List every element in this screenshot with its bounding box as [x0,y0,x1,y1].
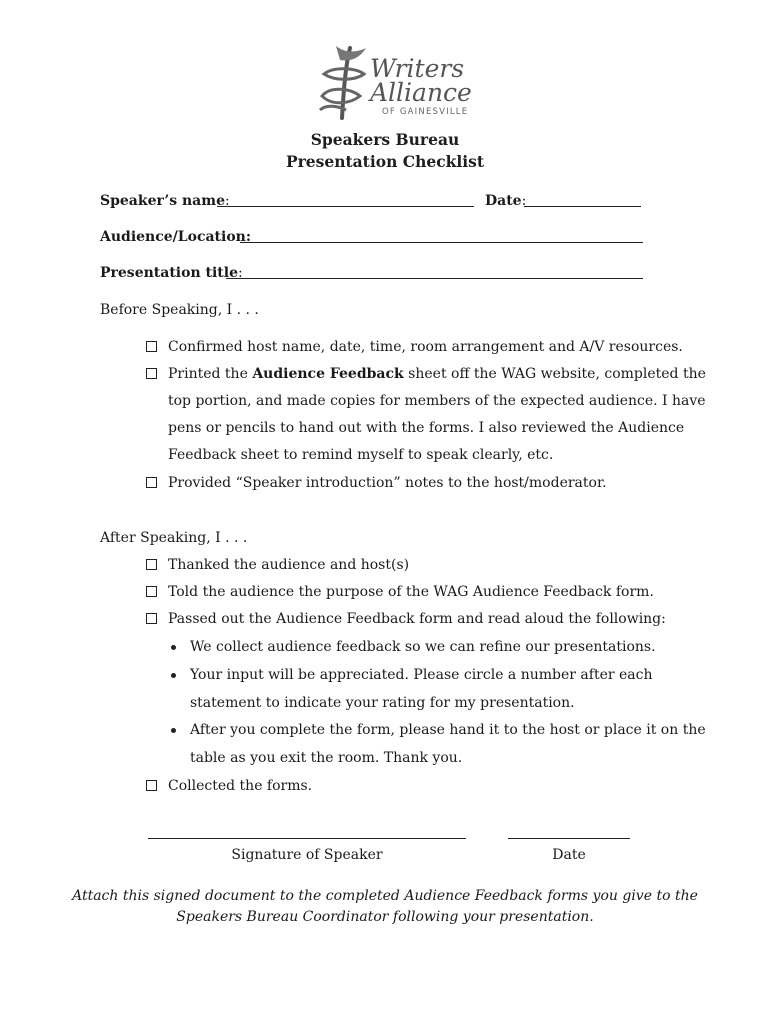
speaker-name-field[interactable] [217,206,474,207]
bullet-marker [171,645,176,650]
attach-note-line2: Speakers Bureau Coordinator following your presentation. [176,909,594,925]
checkbox-speaker-intro[interactable] [146,477,157,488]
presentation-title-label: Presentation title: [100,265,243,281]
page-title-line1: Speakers Bureau [310,130,460,149]
signature-date-line[interactable] [508,838,630,839]
date-field[interactable] [524,206,641,207]
checkbox-confirmed-host[interactable] [146,341,157,352]
checkbox-printed-feedback[interactable] [146,368,157,379]
item-collected-forms: Collected the forms. [168,778,313,794]
item-told-purpose: Told the audience the purpose of the WAG Audience Feedback form. [168,584,654,600]
checkbox-thanked[interactable] [146,559,157,570]
audience-location-field[interactable] [240,242,643,243]
signature-of-speaker-label: Signature of Speaker [231,847,383,863]
bullet-input-appreciated-line1: Your input will be appreciated. Please circle a number after each [190,667,653,683]
item-speaker-intro: Provided “Speaker introduction” notes to the host/moderator. [168,475,607,491]
speaker-name-label: Speaker’s name: [100,193,230,209]
bullet-marker [171,673,176,678]
page-title-line2: Presentation Checklist [285,152,485,171]
before-speaking-heading: Before Speaking, I . . . [100,302,259,318]
quill-pen-emblem-icon [316,44,376,122]
item-confirmed-host: Confirmed host name, date, time, room arrangement and A/V resources. [168,339,683,355]
attach-note-line1: Attach this signed document to the completed Audience Feedback forms you give to the [72,888,698,904]
checkbox-passed-out[interactable] [146,613,157,624]
bullet-complete-form-line2: table as you exit the room. Thank you. [190,750,463,766]
item-printed-feedback-line1: Printed the Audience Feedback sheet off the WAG website, completed the [168,366,706,382]
item-printed-feedback-line4: Feedback sheet to remind myself to speak clearly, etc. [168,447,554,463]
item-printed-feedback-line2: top portion, and made copies for members of the expected audience. I have [168,393,706,409]
presentation-title-field[interactable] [226,278,643,279]
item-thanked: Thanked the audience and host(s) [168,557,410,573]
logo-line-writers: Writers [370,54,465,83]
audience-feedback-bold: Audience Feedback [252,366,404,382]
checkbox-collected-forms[interactable] [146,780,157,791]
bullet-marker [171,728,176,733]
writers-alliance-logo [312,42,472,122]
logo-line-gainesville: OF GAINESVILLE [382,107,469,117]
audience-location-label: Audience/Location: [100,229,252,245]
signature-line[interactable] [148,838,466,839]
bullet-complete-form-line1: After you complete the form, please hand it to the host or place it on the [190,722,706,738]
item-passed-out: Passed out the Audience Feedback form and read aloud the following: [168,611,666,627]
checkbox-told-purpose[interactable] [146,586,157,597]
after-speaking-heading: After Speaking, I . . . [100,530,248,546]
logo-line-alliance: Alliance [370,78,472,107]
date-label: Date: [485,193,527,209]
item-printed-feedback-line3: pens or pencils to hand out with the forms. I also reviewed the Audience [168,420,685,436]
signature-date-label: Date [552,847,586,863]
bullet-input-appreciated-line2: statement to indicate your rating for my presentation. [190,695,575,711]
bullet-feedback-refine: We collect audience feedback so we can refine our presentations. [190,639,656,655]
